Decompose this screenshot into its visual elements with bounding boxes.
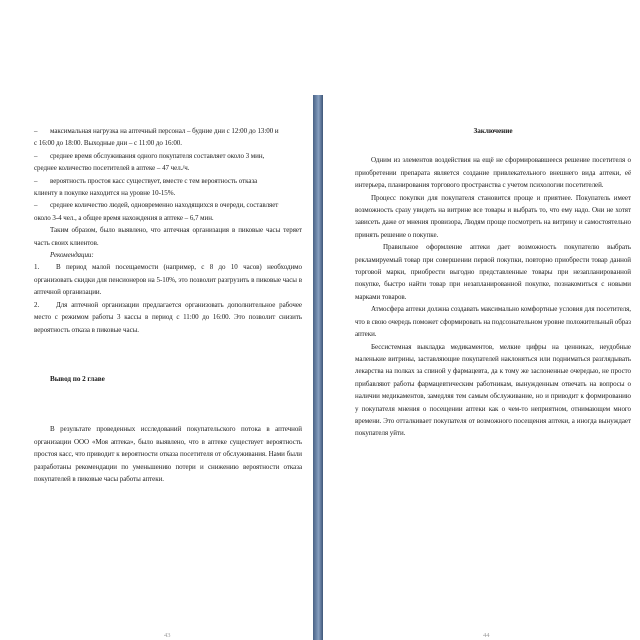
chapter-heading: Вывод по 2 главе <box>50 374 105 383</box>
bullet-text: вероятность простоя касс существует, вместе с тем вероятность отказа <box>50 176 258 185</box>
bullet-text-continued: около 3-4 чел., а общее время нахождения в аптеке – 6,7 мин. <box>34 213 214 222</box>
bullet-text: максимальная нагрузка на аптечный персонал – будние дни с 12:00 до 13:00 и <box>50 127 279 135</box>
conclusion-heading: Заключение <box>473 127 513 135</box>
recommendation-item <box>34 261 302 298</box>
bullet-text-continued: с 16:00 до 18:00. Выходные дни – с 11:00 до 16:00. <box>34 139 182 148</box>
recommendation-number: 1. <box>34 263 40 272</box>
recommendation-number: 2. <box>34 300 40 309</box>
dash-marker: – <box>34 201 38 210</box>
bullet-text-continued: клиенту в покупке находится на уровне 10-15%. <box>34 189 176 198</box>
page-number: 43 <box>164 632 171 639</box>
recommendation-text: В период малой посещаемости (например, с 8 до 10 часов) необходимо организовать скидки для пенсионеров на 5-10%, это позволит разгрузить в пиковые часы в аптечной организации. <box>34 263 302 297</box>
body-paragraph: Одним из элементов воздействия на ещё не сформировавшееся решение посетителя о приобретении препарата является создание привлекательного внешнего вида аптеки, её интерьера, планирования торгового пространства с учетом психологии посетителей. <box>355 156 631 190</box>
page-right-content <box>355 125 631 440</box>
conclusion-paragraph: Таким образом, было выявлено, что аптечная организация в пиковые часы теряет часть своих клиентов. <box>34 226 302 247</box>
bullet-text-continued: среднее количество посетителей в аптеке – 47 чел./ч. <box>34 164 190 173</box>
bullet-item <box>34 175 302 187</box>
bullet-item <box>34 125 302 137</box>
page-left-content <box>34 125 302 485</box>
dash-marker: – <box>34 127 38 135</box>
recommendation-text: Для аптечной организации предлагается организовать дополнительное рабочее место с режимом работы 3 кассы в период с 11:00 до 16:00. Это позволит снизить вероятность отказа в пиковые часы. <box>34 300 302 334</box>
page-number: 44 <box>483 632 490 639</box>
body-paragraph: Бессистемная выкладка медикаментов, мелкие цифры на ценниках, неудобные маленькие витрины, заставляющие покупателей наклоняться или подниматься разглядывать лекарства на полках за спиной у фармацевта, да к тому же заслоненные очередью, не просто прибавляют работы фармацевтическим работникам, вынужденным отвечать на вопросы о наличии медикаментов, замедляя тем самым обслуживание, но и приводит к формированию у покупателя мнения о посещении аптеки как о чем-то неприятном, отнимающем много времени. Это отталкивает покупателя от возможного посещения аптеки, а иногда вынуждает покупателя уйти. <box>355 342 631 438</box>
dash-marker: – <box>34 151 38 160</box>
bullet-item <box>34 150 302 162</box>
recommendation-item <box>34 299 302 336</box>
page-divider <box>313 95 323 640</box>
bullet-text: среднее количество людей, одновременно находящихся в очереди, составляет <box>50 201 279 210</box>
bullet-item <box>34 199 302 211</box>
dash-marker: – <box>34 176 38 185</box>
body-paragraph: Правильное оформление аптеки дает возможность покупателю выбрать рекламируемый товар при совершении первой покупки, повторно приобрести товар данной торговой марки, приобрести выгодно представленные товары при незапланированной покупке, быстро найти товар при незапланированной покупке, познакомиться с новыми марками товаров. <box>355 243 631 301</box>
document-page-left <box>0 0 313 640</box>
summary-paragraph: В результате проведенных исследований покупательского потока в аптечной организации ООО «Моя аптека», было выявлено, что в аптеке существует вероятность простоя касс, что приводит к вероятности отказа посетителя от обслуживания. Нами были разработаны рекомендации по уменьшению потери и снижению вероятности отказа покупателей в пиковые часы работы аптеки. <box>34 425 302 483</box>
bullet-text: среднее время обслуживания одного покупателя составляет около 3 мин, <box>50 151 265 160</box>
document-page-right <box>323 0 640 640</box>
body-paragraph: Атмосфера аптеки должна создавать максимально комфортные условия для посетителя, что в свою очередь поможет сформировать на подсознательном уровне положительный образ аптеки. <box>355 305 631 339</box>
recommendations-heading: Рекомендации: <box>50 251 94 260</box>
body-paragraph: Процесс покупки для покупателя становится проще и приятнее. Покупатель имеет возможность сразу увидеть на витрине все товары и выбрать то, что ему надо. Они не хотят зависеть даже от мнения провизора, Людям проще посмотреть на витрину и самостоятельно принять решение о покупке. <box>355 193 631 239</box>
